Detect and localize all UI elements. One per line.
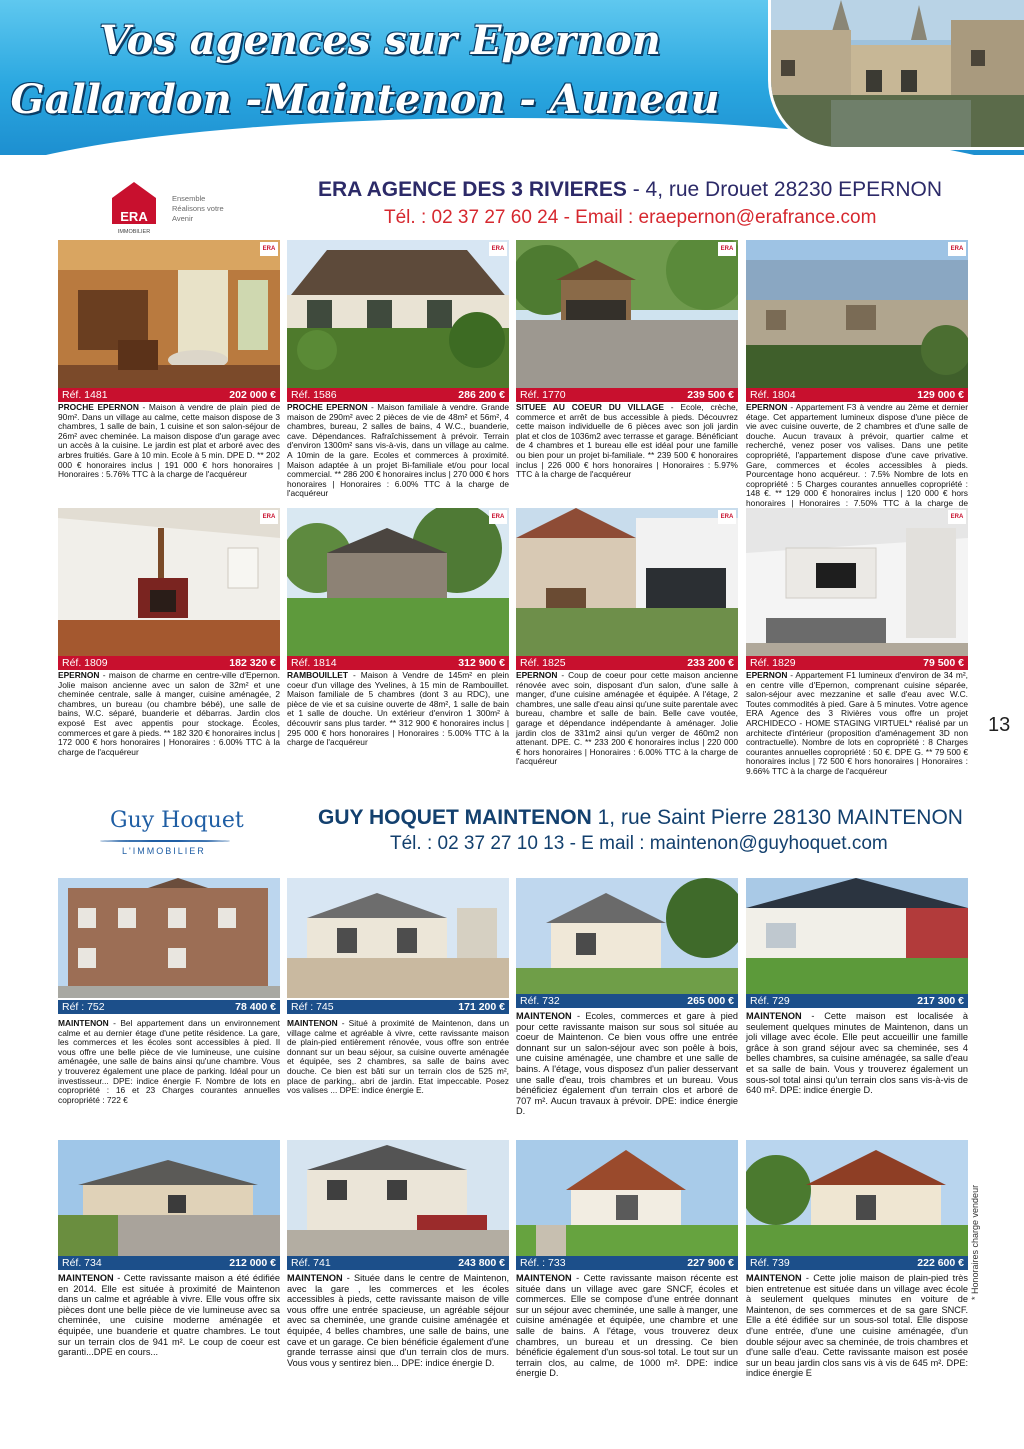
listing-ref: Réf. 729 — [750, 995, 790, 1007]
era-badge: ERA — [489, 242, 507, 256]
listing-photo — [516, 878, 738, 994]
listing-text: - maison de charme en centre-ville d'Epernon. Jolie maison ancienne avec un salon de 32m² et une cheminée centrale, salle à manger, cuisine aménagée, 2 chambres, un bureau (ou chambre bébé), une salle de bains, W.C. séparé, buanderie et débarras. Jardin clos exposé Est avec appentis pour stockage. Écoles, commerces et gare à pieds. ** 182 320 € honoraires inclus | 172 000 € hors honoraires | Honoraires : 6.00% TTC à la charge de l'acquéreur — [58, 670, 280, 757]
listing-title: PROCHE EPERNON — [287, 402, 368, 412]
banner-title-line2: Gallardon -Maintenon - Auneau — [10, 76, 720, 123]
listing-photo — [746, 240, 968, 388]
guy-hoquet-logo — [100, 806, 250, 860]
listing-card[interactable] — [746, 878, 968, 1096]
listing-title: MAINTENON — [746, 1011, 802, 1021]
listing-title: EPERNON — [746, 670, 788, 680]
fees-side-note-text: * Honoraires charge vendeur — [970, 1184, 980, 1300]
listing-ref-bar — [746, 656, 968, 670]
listing-price: 78 400 € — [235, 1001, 276, 1013]
listing-card[interactable] — [746, 1140, 968, 1379]
listing-ref: Réf. 1586 — [291, 389, 337, 401]
listing-ref: Réf. 1770 — [520, 389, 566, 401]
listing-card[interactable] — [746, 508, 968, 777]
listing-title: MAINTENON — [287, 1273, 343, 1283]
listing-ref-bar — [746, 1256, 968, 1270]
listing-title: MAINTENON — [58, 1018, 109, 1028]
listing-description — [516, 670, 738, 767]
listing-price: 286 200 € — [458, 389, 505, 401]
listing-description — [58, 670, 280, 757]
listing-price: 312 900 € — [458, 657, 505, 669]
listing-price: 217 300 € — [917, 995, 964, 1007]
listing-description — [746, 1272, 968, 1379]
listing-card[interactable] — [58, 1140, 280, 1358]
listing-price: 202 000 € — [229, 389, 276, 401]
listing-price: 243 800 € — [458, 1257, 505, 1269]
era-tagline-line: Réalisons votre — [172, 204, 224, 213]
listing-ref-bar — [516, 656, 738, 670]
listing-photo — [516, 1140, 738, 1256]
listing-photo — [746, 508, 968, 656]
listing-price: 227 900 € — [687, 1257, 734, 1269]
listing-price: 171 200 € — [458, 1001, 505, 1013]
listing-photo — [287, 878, 509, 998]
listing-title: MAINTENON — [516, 1011, 572, 1021]
listing-ref: Réf. 1809 — [62, 657, 108, 669]
guy-name-text: GUY HOQUET MAINTENON — [318, 806, 592, 829]
listing-title: EPERNON — [516, 670, 558, 680]
listing-card[interactable] — [287, 878, 509, 1096]
listing-description — [746, 670, 968, 777]
era-logo — [110, 180, 260, 236]
listing-text: - Ecoles, commerces et gare à pied pour cette ravissante maison sur sous sol située au coeur de Maintenon. Ce bien vous offre une entrée donnant sur un salon-séjour avec son poêle à bois, une cuisine aménagée, une chambre et une salle de bains. A l'étage, vous disposez d'un palier desservant une salle d'eau, trois chambres et un bureau. Vous bénéficiez également d'un terrain clos et arboré de 707 m². Aucun travaux à prévoir. DPE: indice énergie D. — [516, 1011, 738, 1117]
listing-ref-bar — [746, 388, 968, 402]
era-badge: ERA — [718, 242, 736, 256]
listing-description — [516, 402, 738, 480]
era-house-icon — [110, 180, 158, 236]
listing-title: EPERNON — [746, 402, 788, 412]
listing-card[interactable] — [516, 878, 738, 1117]
listing-card[interactable] — [516, 1140, 738, 1379]
listing-text: - Cette ravissante maison a été édifiée en 2014. Elle est située à proximité de Maintenon dans un calme et agréable à vivre. Elle vous offre six pièces dont une belle pièce de vie lumineuse avec sa cheminée, une cuisine moderne aménagée et équipée, une buanderie et quatre chambres. Le tout sur un terrain clos de 941 m². Le coup de coeur est garanti...DPE en cours... — [58, 1273, 280, 1358]
listing-description — [746, 402, 968, 518]
era-agency-contact: Tél. : 02 37 27 60 24 - Email : eraepernon@erafrance.com — [384, 207, 877, 228]
listing-photo — [746, 1140, 968, 1256]
listing-ref-bar — [516, 388, 738, 402]
listing-photo — [516, 240, 738, 388]
listing-ref: Réf. : 733 — [520, 1257, 566, 1269]
listing-photo — [58, 508, 280, 656]
listing-text: - Cette ravissante maison récente est située dans un village avec gare SNCF, écoles et commerces. Elle se compose d'une entrée donnant sur un séjour avec cheminée, une salle à manger, une cuisine aménagée et équipée, une chambre et une salle de bains. A l'étage, vous trouverez deux chambres, un bureau et un dressing. Ce bien bénéficie également d'un sous-sol total. Le tout sur un terrain clos, au calme, de 1000 m². DPE: indice énergie D. — [516, 1273, 738, 1379]
listing-ref-bar — [287, 388, 509, 402]
listing-text: - Maison à vendre de plain pied de 90m². Dans un village au calme, cette maison dispose de 3 chambres, 1 salle de bain, 1 cuisine et son salon-séjour de 26m² avec cheminée. La maison dispose d'un garage avec un accès à la cuisine. Le jardin est plat et arboré avec des arbres fruitiés. Gare à 10 min. Ecole à 5 min. DPE D. ** 202 000 € honoraires inclus | 191 000 € hors honoraires | Honoraires : 5.76% TTC à la charge de l'acquéreur — [58, 402, 281, 480]
listing-description — [58, 402, 280, 480]
listing-price: 265 000 € — [687, 995, 734, 1007]
guy-logo-swoosh — [100, 840, 230, 842]
listing-text: - Appartement F3 à vendre au 2ème et dernier étage. Cet appartement lumineux dispose d'une pièce de vie avec cuisine ouverte, de 2 chambres et d'une salle de douche. Aucun travaux à prévoir, quartier calme et recherché, venez poser vos valises. Dans une petite copropriété, l'appartement dispose d'une cave privative. Gare, commerces et écoles accessibles à pieds. Pourcentage hono acquéreur. : 7.5% Nombre de lots en copropriété : 5 Charges courantes annuelles copropriété : 148 €. ** 129 000 € honoraires inclus | 120 000 € hors honoraires | Honoraires : 7.50% TTC à la charge de — [746, 402, 968, 508]
guy-agency-name — [318, 806, 963, 830]
listing-price: 233 200 € — [687, 657, 734, 669]
listing-text: - Situé à proximité de Maintenon, dans un village calme et agréable à vivre, cette ravissante maison de plain-pied entièrement rénovée, vous offre son entrée donnant sur un beau séjour, sa cuisine ouverte aménagée et équipée, ses 2 chambres, sa salle de bains avec douche. Ce bien est bâti sur un terrain clos de 525 m², place de parking,. abri de jardin. Etat impeccable. Posez vos valises ... DPE: indice énergie E. — [287, 1018, 509, 1096]
listing-ref: Réf. 1481 — [62, 389, 108, 401]
era-badge: ERA — [948, 242, 966, 256]
listing-ref-bar — [516, 1256, 738, 1270]
listing-photo — [516, 508, 738, 656]
listing-title: MAINTENON — [746, 1273, 802, 1283]
listing-text: - Cette jolie maison de plain-pied très bien entretenue est située dans un village avec école à seulement quelques minutes en voiture de Maintenon, de ses commerces et de sa gare SNCF. Elle a été édifiée sur un sous-sol total. Elle dispose d'une entrée, d'une une cuisine aménagée, d'un double séjour avec sa cheminée, de trois chambres et d'une salle d'eau. Cette ravissante maison est posée sur un beau jardin clos sans vis à vis de 645 m². DPE: indice énergie E — [746, 1273, 968, 1379]
listing-photo — [746, 878, 968, 994]
listing-ref: Réf. 732 — [520, 995, 560, 1007]
listing-price: 129 000 € — [917, 389, 964, 401]
era-badge: ERA — [260, 510, 278, 524]
listing-text: - Coup de coeur pour cette maison ancienne rénovée avec soin, disposant d'un salon, d'une salle à manger, d'une cuisine aménagée et équipée. A l'étage, 2 chambres, une salle d'eau ainsi qu'une suite parentale avec bureau, chambre et salle de bain. Belle cave voutée, garage et dépendance indépendante à aménager. Jolie jardin clos de 331m2 ainsi qu'un verger de 460m2 non attenant. DPE. C. ** 233 200 € honoraires inclus | 220 000 € hors honoraires | Honoraires : 6.00% TTC à la charge de l'acquéreur — [516, 670, 738, 767]
listing-ref: Réf. 734 — [62, 1257, 102, 1269]
listing-ref-bar — [58, 1256, 280, 1270]
page-banner — [0, 0, 1024, 158]
listing-card[interactable] — [516, 508, 738, 767]
listing-card[interactable] — [58, 878, 280, 1105]
era-tagline-line: Ensemble — [172, 194, 206, 203]
listing-card[interactable] — [516, 240, 738, 480]
listing-card[interactable] — [746, 240, 968, 518]
listing-ref: Réf. 739 — [750, 1257, 790, 1269]
listing-title: MAINTENON — [287, 1018, 338, 1028]
listing-text: - Maison familiale à vendre. Grande maison de 290m² avec 2 pièces de vie de 48m² et 56m², 4 chambres, bureau, 2 salles de bains, 4 W.C., buanderie, cave. Dépendances. Rafraîchissement à prévoir. Terrain d'environ 1300m² sans vis-à-vis, dans un village au calme. A 10min de la gare. Ecoles et commerces à proximité. Maison adaptée à un projet Bi-familiale et/ou pour local commercial. ** 286 200 € honoraires inclus | 270 000 € hors honoraires | Honoraires : 6.00% TTC à la charge de l'acquéreur — [287, 402, 509, 499]
listing-description — [58, 1272, 280, 1358]
era-name-text: ERA AGENCE DES 3 RIVIERES — [318, 178, 627, 201]
guy-agency-contact: Tél. : 02 37 27 10 13 - E mail : maintenon@guyhoquet.com — [390, 833, 888, 854]
listing-ref-bar — [58, 656, 280, 670]
listing-price: 79 500 € — [923, 657, 964, 669]
listing-ref-bar — [746, 994, 968, 1008]
listing-text: - Située dans le centre de Maintenon, avec la gare , les commerces et les écoles accessibles à pieds, cette ravissante maison de ville vous offre une entrée spacieuse, un agréable séjour avec sa cheminée, une grande cuisine aménagée et équipée, 4 belles chambres, une salle de bains, une cave et un garage. Ce bien bénéficie également d'une grande terrasse ainsi que d'un terrain clos de murs. Vous vous y sentirez bien... DPE: indice énergie D. — [287, 1273, 509, 1368]
listing-ref-bar — [516, 994, 738, 1008]
listing-ref-bar — [58, 1000, 280, 1014]
banner-title — [0, 12, 760, 130]
listing-price: 182 320 € — [229, 657, 276, 669]
listing-text: - Cette maison est localisée à seulement quelques minutes de Maintenon, dans un joli village avec école. Elle peut accueillir une famille grâce à son grand séjour avec sa cheminée, ses 4 belles chambres, sa cuisine aménagée, sa salle d'eau et sa salle de bain. Vous y trouverez également un sous-sol total ainsi qu'un terrain clos sans vis-à-vis de 640 m². DPE: indice énergie D. — [746, 1011, 968, 1096]
listing-ref: Réf. 741 — [291, 1257, 331, 1269]
listing-ref-bar — [287, 1256, 509, 1270]
svg-text:IMMOBILIER: IMMOBILIER — [117, 229, 151, 235]
era-badge: ERA — [948, 510, 966, 524]
listing-description — [516, 1272, 738, 1379]
listing-title: SITUEE AU COEUR DU VILLAGE — [516, 402, 664, 412]
listing-description — [516, 1010, 738, 1117]
guy-logo-sub: L'IMMOBILIER — [122, 846, 206, 856]
listing-price: 212 000 € — [229, 1257, 276, 1269]
era-address-text: - 4, rue Drouet 28230 EPERNON — [626, 178, 943, 201]
listing-ref: Réf : 752 — [62, 1001, 105, 1013]
listing-description — [287, 1018, 509, 1096]
listing-description — [746, 1010, 968, 1096]
listing-card[interactable] — [287, 240, 509, 499]
listing-photo — [287, 240, 509, 388]
listing-photo — [287, 508, 509, 656]
listing-ref: Réf : 745 — [291, 1001, 334, 1013]
banner-village-photo — [768, 0, 1024, 150]
listing-title: EPERNON — [58, 670, 100, 680]
era-badge: ERA — [489, 510, 507, 524]
listing-text: - Ecole, crèche, commerce et arrêt de bus accessible à pieds. Découvrez cette maison individuelle de 6 pièces avec son joli jardin plat et clos de 1036m2 avec terrasse et garage. Bénéficiant de 4 chambres et 1 bureau elle est idéal pour une famille ou bien pour un projet bi-familiale. ** 239 500 € honoraires inclus | 226 000 € hors honoraires | Honoraires : 5.97% TTC à la charge de l'acquéreur — [516, 402, 738, 480]
listing-ref: Réf. 1829 — [750, 657, 796, 669]
listing-photo — [58, 878, 280, 998]
era-agency-name — [318, 178, 942, 202]
listing-price: 239 500 € — [687, 389, 734, 401]
listing-photo — [58, 240, 280, 388]
guy-address-text: 1, rue Saint Pierre 28130 MAINTENON — [591, 806, 963, 829]
svg-text:ERA: ERA — [120, 209, 148, 224]
listing-card[interactable] — [287, 508, 509, 748]
era-badge: ERA — [718, 510, 736, 524]
listing-text: - Bel appartement dans un environnement calme et au dernier étage d'une petite résidence. La gare, les commerces et les écoles sont accessibles à pied. Il vous offre une belle pièce de vie lumineuse, une cuisine aménagée, une salle de bains ainsi qu'une chambre. Vous y trouverez également une place de parking. Idéal pour un investisseur... DPE: indice énergie F. Nombre de lots en copropriété : 16 et 23 Charges courantes annuelles copropriété : 722 € — [58, 1018, 280, 1105]
listing-photo — [287, 1140, 509, 1256]
listing-ref: Réf. 1804 — [750, 389, 796, 401]
listing-card[interactable] — [58, 508, 280, 757]
era-tagline-line: Avenir — [172, 214, 194, 223]
listing-price: 222 600 € — [917, 1257, 964, 1269]
listing-text: - Appartement F1 lumineux d'environ de 34 m², en centre ville d'Epernon, comprenant cuisine séparée, salon-séjour avec mezzanine et salle d'eau avec W.C. Toutes commodités à pied. Gare à 5 minutes. Votre agence ERA Agence des 3 Rivières vous offre un projet ARCHIDECO - HOME STAGING VIRTUEL* réalisé par un architecte d'intérieur (proposition d'aménagement 3D non contractuelle). Nombre de lots en copropriété : 8 Charges courantes annuelles copropriété : 50 €. DPE G. ** 79 500 € honoraires inclus | 72 500 € hors honoraires | Honoraires : 9.66% TTC à la charge de l'acquéreur — [746, 670, 968, 776]
listing-ref: Réf. 1814 — [291, 657, 337, 669]
banner-title-line1: Vos agences sur Epernon — [99, 17, 661, 64]
listing-title: MAINTENON — [58, 1273, 114, 1283]
listing-ref-bar — [287, 1000, 509, 1014]
listing-description — [287, 670, 509, 748]
listing-text: - Maison à Vendre de 145m² en plein coeur d'un village des Yvelines, à 15 min de Rambouillet. Maison familiale de 5 chambres (dont 3 au RDC), une pièce de vie et sa cuisine ouverte de 48m², 1 salle de bain et 1 salle de douche. Un extérieur d'environ 1 300m² à découvrir sans plus tarder. ** 312 900 € honoraires inclus | 295 000 € hors honoraires | Honoraires : 5.00% TTC à la charge de l'acquéreur — [287, 670, 509, 748]
listing-photo — [58, 1140, 280, 1256]
listing-title: RAMBOUILLET — [287, 670, 348, 680]
listing-description — [287, 402, 509, 499]
listing-card[interactable] — [58, 240, 280, 480]
listing-card[interactable] — [287, 1140, 509, 1368]
fees-side-note — [970, 1180, 986, 1300]
listing-title: MAINTENON — [516, 1273, 572, 1283]
page-number: 13 — [988, 714, 1011, 736]
guy-logo-word: Guy Hoquet — [110, 808, 244, 833]
listing-description — [287, 1272, 509, 1368]
listing-description — [58, 1018, 280, 1105]
era-badge: ERA — [260, 242, 278, 256]
listing-ref-bar — [287, 656, 509, 670]
listing-title: PROCHE EPERNON — [58, 402, 139, 412]
era-tagline — [172, 194, 224, 224]
listing-ref-bar — [58, 388, 280, 402]
listing-ref: Réf. 1825 — [520, 657, 566, 669]
